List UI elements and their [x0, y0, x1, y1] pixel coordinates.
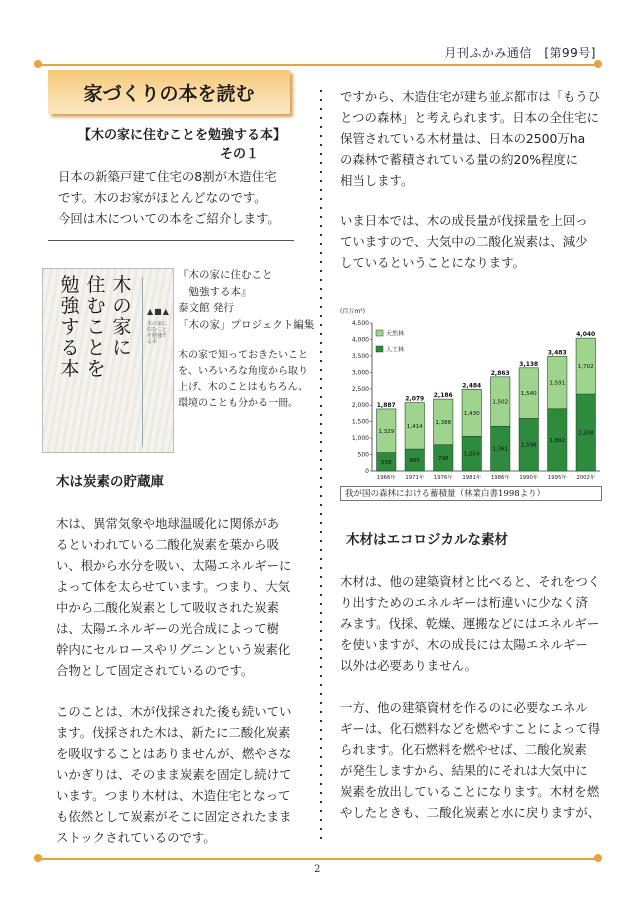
text-line: 中から二酸化炭素として吸収された炭素	[56, 600, 280, 615]
text-line: 合物として固定されているのです。	[56, 663, 254, 678]
eco-paragraph-1	[340, 571, 600, 676]
text-line: られます。化石燃料を燃やせば、二酸化炭素	[340, 742, 587, 757]
legend-label-plantation: 人工林	[386, 346, 405, 354]
bar-total-label: 3,138	[519, 360, 539, 368]
chart-caption: 我が国の森林における蓄積量（林業白書1998より）	[340, 486, 602, 501]
right-paragraph-2	[340, 210, 588, 273]
bar-total-label: 2,484	[462, 382, 482, 390]
book-editor: 「木の家」プロジェクト編集	[178, 318, 315, 331]
text-line: ていますので、大気中の二酸化炭素は、減少	[340, 234, 588, 249]
bar-value-label: 1,502	[492, 399, 509, 406]
bar-total-label: 1,887	[376, 401, 396, 409]
text-line: ですから、木造住宅が建ち並ぶ都市は「もうひ	[340, 89, 601, 104]
x-tick-label: 1971年	[405, 475, 425, 481]
text-line: の森林で蓄積されている量の約20%程度に	[340, 152, 579, 167]
bar-value-label: 1,388	[435, 419, 452, 426]
cover-title-col: 住むことを	[86, 274, 106, 380]
bar-value-label: 1,598	[520, 442, 537, 449]
x-tick-label: 1990年	[519, 475, 539, 481]
bar-value-label: 665	[409, 458, 420, 465]
bar-value-label: 1,591	[549, 380, 566, 387]
book-title-line: 『木の家に住むこと	[178, 269, 273, 281]
cover-small-text: 木の家に住むことを勉強する本	[147, 321, 168, 345]
bar-value-label: 1,361	[492, 446, 509, 453]
text-line: 以外は必要ありません。	[340, 658, 478, 673]
y-tick-label: 3,000	[351, 369, 369, 377]
bar-value-label: 1,702	[577, 364, 594, 371]
bar-value-label: 558	[381, 459, 392, 466]
book-info	[178, 267, 314, 333]
book-desc-line: 上げ、木のことはもちろん、	[178, 382, 309, 393]
intro-divider	[48, 240, 294, 241]
text-line: るといわれている二酸化炭素を葉から吸	[56, 537, 280, 552]
y-tick-label: 2,000	[351, 402, 369, 410]
bar-value-label: 1,414	[406, 423, 423, 430]
book-desc-line: 環境のことも分かる一冊。	[178, 398, 298, 409]
bar-value-label: 798	[438, 455, 449, 462]
publication-header: 月刊ふかみ通信 [第99号]	[444, 46, 596, 60]
text-line: り出すためのエネルギーは桁違いに少なく済	[340, 595, 588, 610]
text-line: を吸収することはありませんが、燃やさな	[56, 746, 292, 761]
text-line: みます。伐採、乾燥、運搬などにはエネルギー	[340, 616, 600, 631]
bar-total-label: 3,483	[547, 349, 567, 357]
text-line: しているということになります。	[340, 255, 525, 270]
text-line: 相当します。	[340, 173, 414, 188]
text-line: 木は、異常気象や地球温暖化に関係があ	[56, 516, 280, 531]
eco-paragraph-2	[340, 697, 600, 823]
intro-line: 日本の新築戸建て住宅の8割が木造住宅	[58, 169, 277, 184]
book-title-line: 勉強する本』	[178, 285, 252, 298]
x-tick-label: 2002年	[576, 475, 596, 481]
y-tick-label: 1,500	[351, 418, 369, 426]
bar-total-label: 2,186	[433, 392, 453, 400]
text-line: ストックされているのです。	[56, 830, 216, 845]
book-publisher: 泰文館 発行	[178, 302, 234, 314]
bar-total-label: 4,040	[576, 331, 596, 339]
legend-label-natural: 天然林	[386, 330, 405, 338]
eco-section-title: 木材はエコロジカルな素材	[346, 532, 508, 548]
legend-swatch-plantation	[376, 346, 383, 352]
bar-value-label: 2,338	[577, 430, 594, 437]
x-tick-label: 1986年	[490, 475, 510, 481]
text-line: 保管されている木材量は、日本の2500万ha	[340, 131, 586, 146]
text-line: も依然として炭素がそこに固定されたまま	[56, 809, 292, 824]
book-desc-line: 木の家で知っておきたいこと	[178, 350, 308, 361]
text-line: い、根から水分を吸い、太陽エネルギーに	[56, 558, 292, 573]
text-line: 幹内にセルロースやリグニンという炭素化	[56, 642, 291, 657]
y-tick-label: 4,500	[351, 320, 369, 327]
footer-rule	[38, 858, 598, 860]
carbon-section-title: 木は炭素の貯蔵庫	[56, 474, 164, 490]
bar-total-label: 2,079	[405, 395, 425, 403]
carbon-paragraph-1	[56, 513, 291, 681]
carbon-paragraph-2	[56, 701, 291, 848]
text-line: 木材は、他の建築資材と比べると、それをつく	[340, 574, 601, 589]
x-tick-label: 1966年	[376, 475, 396, 481]
text-line: いかぎりは、そのまま炭素を固定し続けて	[56, 767, 292, 782]
book-cover-image	[42, 268, 174, 453]
book-description	[178, 348, 308, 412]
bar-total-label: 2,863	[490, 369, 510, 377]
y-tick-label: 3,500	[351, 352, 369, 360]
book-desc-line: を、いろいろな角度から取り	[178, 366, 308, 377]
y-tick-label: 2,500	[351, 385, 369, 393]
x-tick-label: 1995年	[547, 475, 567, 481]
chart-unit-label: (百万m³)	[340, 308, 365, 315]
text-line: 炭素を放出していることになります。木材を燃	[340, 784, 600, 799]
text-line: が発生しますから、結果的にそれは大気中に	[340, 763, 588, 778]
cover-tree-icons: ▲■▲	[147, 307, 170, 316]
bar-value-label: 1,054	[463, 451, 480, 458]
intro-paragraph	[58, 166, 280, 229]
cover-rule	[142, 277, 143, 447]
book-heading-part: その１	[220, 147, 260, 162]
text-line: は、太陽エネルギーの光合成によって樹	[56, 621, 280, 636]
text-line: やしたときも、二酸化炭素と水に戻りますが、	[340, 805, 601, 820]
text-line: います。つまり木材は、木造住宅となって	[56, 788, 291, 803]
column-divider	[320, 90, 322, 845]
text-line: 一方、他の建築資材を作るのに必要なエネル	[340, 700, 588, 715]
text-line: とつの森林」と考えられます。日本の全住宅に	[340, 110, 599, 125]
cover-title-col: 木の家に	[112, 274, 132, 359]
text-line: ギーは、化石燃料などを燃やすことによって得	[340, 721, 601, 736]
x-tick-label: 1981年	[462, 475, 482, 481]
bar-value-label: 1,329	[378, 428, 395, 435]
right-paragraph-1	[340, 86, 600, 191]
text-line: このことは、木が伐採された後も続いてい	[56, 704, 292, 719]
text-line: を使いますが、木の成長には太陽エネルギー	[340, 637, 588, 652]
y-tick-label: 0	[365, 468, 369, 475]
bar-value-label: 1,540	[520, 391, 537, 398]
header-rule	[38, 64, 598, 66]
y-tick-label: 500	[357, 451, 369, 459]
section-title: 家づくりの本を読む	[83, 83, 255, 105]
text-line: いま日本では、木の成長量が伐採量を上回っ	[340, 213, 588, 228]
bar-value-label: 1,892	[549, 437, 566, 444]
section-title-box	[48, 70, 290, 114]
header-dot-right	[594, 60, 602, 68]
y-tick-label: 4,000	[351, 336, 369, 344]
forest-stock-chart	[336, 303, 606, 483]
cover-title-col: 勉強する本	[60, 274, 80, 380]
text-line: ます。伐採された木は、新たに二酸化炭素	[56, 725, 291, 740]
page-number: 2	[314, 864, 321, 875]
footer-dot-right	[594, 854, 602, 862]
bar-value-label: 1,430	[463, 410, 480, 417]
book-heading: 【木の家に住むことを勉強する本】	[78, 128, 287, 143]
y-tick-label: 1,000	[351, 435, 369, 443]
intro-line: です。木のお家がほとんどなのです。	[58, 190, 267, 205]
intro-line: 今回は木についての本をご紹介します。	[58, 211, 280, 226]
text-line: よって体を太らせています。つまり、大気	[56, 579, 291, 594]
legend-swatch-natural	[376, 330, 383, 336]
x-tick-label: 1976年	[433, 475, 453, 481]
